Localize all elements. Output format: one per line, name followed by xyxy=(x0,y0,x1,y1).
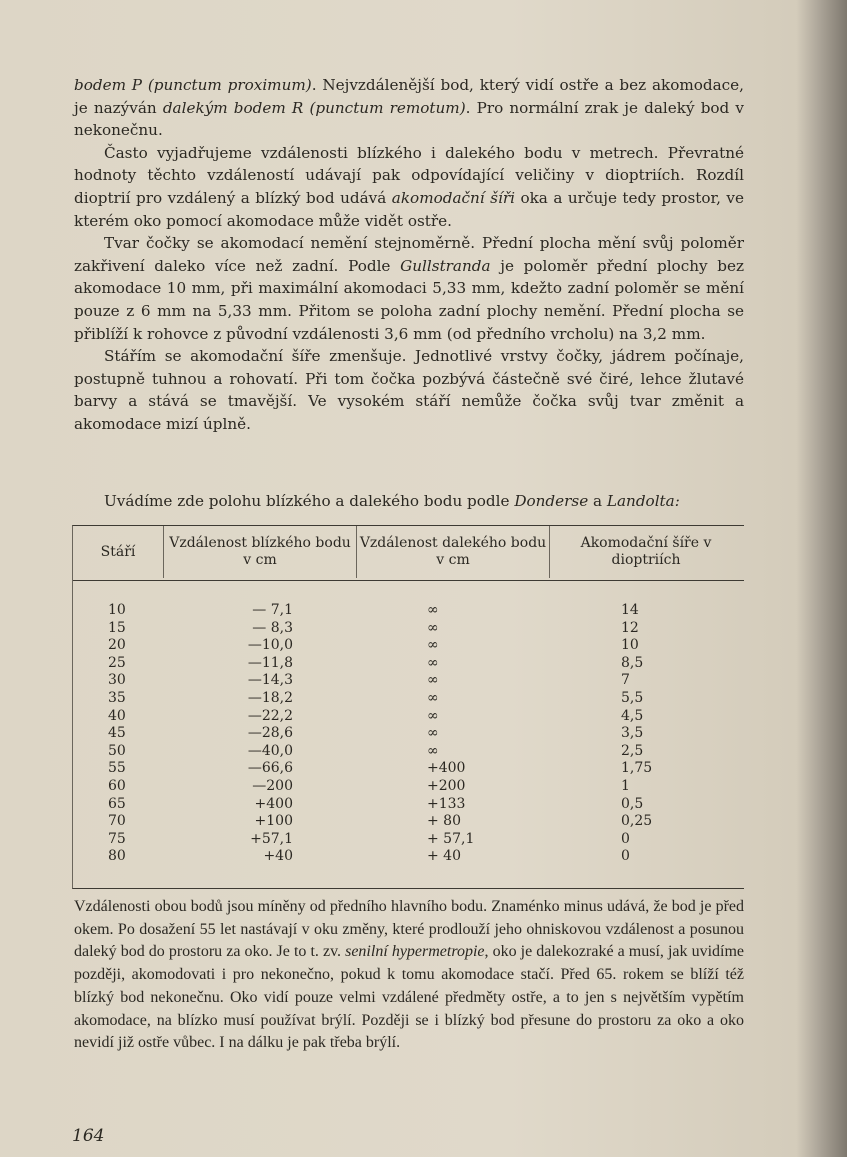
paragraph-diopters xyxy=(74,142,744,232)
table-cell: 0 xyxy=(621,830,630,847)
text-segment: Často vyjadřujeme vzdálenosti blízkého i dalekého bodu v metrech. Převratné hodnoty těchto vzdáleností udávají pak odpovídající veličiny v dioptriích. Rozdíl dioptrií pro vzdálený a blízký bod udává xyxy=(74,143,744,207)
header-accommodation: Akomodační šíře v dioptriích xyxy=(580,535,712,568)
table-cell: ∞ xyxy=(427,707,439,724)
column-far-point xyxy=(427,602,474,866)
text-segment: a xyxy=(588,492,607,510)
table-cell: 1 xyxy=(621,777,630,794)
table-cell: 8,5 xyxy=(621,654,644,671)
table-cell: ∞ xyxy=(427,602,439,618)
table-cell: —40,0 xyxy=(247,742,293,759)
paragraph-punctum xyxy=(74,74,744,142)
column-accommodation xyxy=(621,602,652,866)
table-cell: 60 xyxy=(108,777,126,794)
table-cell: ∞ xyxy=(427,637,439,654)
table-cell: 5,5 xyxy=(621,689,644,706)
table-cell: — 8,3 xyxy=(252,619,293,636)
table-cell: —66,6 xyxy=(247,760,293,777)
table-cell: —18,2 xyxy=(247,689,293,706)
paragraph-aging xyxy=(74,345,744,435)
table-cell: 25 xyxy=(108,654,126,671)
table-cell: 20 xyxy=(108,637,126,654)
table-cell: +133 xyxy=(427,795,466,812)
table-cell: + 57,1 xyxy=(427,830,475,847)
table-cell: 1,75 xyxy=(621,760,653,777)
table-cell: 45 xyxy=(108,725,126,742)
text-segment: Landolta: xyxy=(606,492,680,510)
paragraph-hypermetropia xyxy=(74,896,744,1055)
table-cell: 50 xyxy=(108,742,126,759)
text-segment: akomodační šíři xyxy=(391,188,515,207)
table-cell: ∞ xyxy=(427,689,439,706)
table-cell: 0,5 xyxy=(621,795,644,812)
header-far-point: Vzdálenost dalekého bodu v cm xyxy=(359,535,547,568)
text-segment: , oko je dalekozraké a musí, jak uvidíme později, akomodovati i pro nekonečno, pokud k tomu akomodace stačí. Před 65. rokem se blíží též blízký bod nekonečnu. Oko vidí pouze velmi vzdálené předměty ostře, a to jen s největším vypětím akomodace, na blízko musí používat brýlí. Později se i blízký bod přesune do prostoru za oko a oko nevidí již ostře vůbec. I na dálku je pak třeba brýlí. xyxy=(74,943,744,1052)
table-cell: ∞ xyxy=(427,742,439,759)
table-cell: ∞ xyxy=(427,654,439,671)
column-age xyxy=(108,602,126,866)
bottom-text-block xyxy=(74,896,744,1055)
table-cell: ∞ xyxy=(427,725,439,742)
table-cell: 80 xyxy=(108,848,126,865)
paragraph-lens-shape xyxy=(74,232,744,345)
table-cell: +57,1 xyxy=(250,830,293,847)
table-cell: +400 xyxy=(427,760,466,777)
text-segment: dalekým bodem R (punctum remotum) xyxy=(162,98,466,117)
table-cell: 3,5 xyxy=(621,725,644,742)
table-cell: 70 xyxy=(108,813,126,830)
text-segment: Gullstranda xyxy=(400,256,491,275)
table-cell: 35 xyxy=(108,689,126,706)
table-cell: 12 xyxy=(621,619,639,636)
table-cell: +40 xyxy=(263,848,293,865)
table-cell: ∞ xyxy=(427,672,439,689)
header-near-point: Vzdálenost blízkého bodu v cm xyxy=(169,535,351,568)
text-segment: Stářím se akomodační šíře zmenšuje. Jednotlivé vrstvy čočky, jádrem počínaje, postupně tuhnou a rohovatí. Při tom čočka pozbývá částečně své čiré, lehce žlutavé barvy a stává se tmavější. Ve vysokém stáří nemůže čočka svůj tvar změnit a akomodace mizí úplně. xyxy=(74,347,744,433)
header-age: Stáří xyxy=(100,544,136,560)
table-cell: 14 xyxy=(621,602,639,618)
text-segment: Vzdálenosti obou bodů jsou míněny od předního hlavního bodu. Znaménko minus udává, že bod je před okem. Po dosažení 55 let nastávají v oku změny, které prodlouží jeho ohniskovou vzdálenost a posunou daleký bod do prostoru za oko. Je to t. zv. xyxy=(74,898,744,961)
table-cell: 10 xyxy=(108,602,126,618)
text-segment: Donderse xyxy=(514,492,589,510)
table-cell: ∞ xyxy=(427,619,439,636)
table-cell: 0,25 xyxy=(621,813,653,830)
table-cell: — 7,1 xyxy=(252,602,293,618)
table-cell: 2,5 xyxy=(621,742,644,759)
table-cell: 0 xyxy=(621,848,630,865)
table-cell: —14,3 xyxy=(247,672,293,689)
accommodation-table xyxy=(72,525,744,889)
text-segment: bodem P (punctum proximum) xyxy=(74,76,312,94)
table-cell: +200 xyxy=(427,777,466,794)
table-cell: 7 xyxy=(621,672,630,689)
table-cell: 10 xyxy=(621,637,639,654)
text-segment: Uvádíme zde polohu blízkého a dalekého bodu podle xyxy=(104,492,515,510)
text-segment: oka a určuje tedy prostor, ve kterém oko pomocí akomodace může vidět ostře. xyxy=(74,188,744,230)
table-cell: —200 xyxy=(252,777,293,794)
table-cell: —10,0 xyxy=(247,637,293,654)
table-cell: 55 xyxy=(108,760,126,777)
table-cell: 75 xyxy=(108,830,126,847)
text-segment: senilní hypermetropie xyxy=(345,943,485,961)
table-cell: —22,2 xyxy=(247,707,293,724)
table-cell: 4,5 xyxy=(621,707,644,724)
page-number: 164 xyxy=(72,1126,105,1146)
table-cell: —28,6 xyxy=(247,725,293,742)
table-cell: —11,8 xyxy=(247,654,293,671)
text-segment: . Nejvzdálenější bod, který vidí ostře a bez akomodace, je nazýván xyxy=(74,76,745,117)
table-intro-text xyxy=(74,490,744,513)
text-segment: . Pro normální zrak je daleký bod v nekonečnu. xyxy=(74,98,744,140)
text-segment: je poloměr přední plochy bez akomodace 10 mm, při maximální akomodaci 5,33 mm, kdežto zadní poloměr se mění pouze z 6 mm na 5,33 mm. Přitom se poloha zadní plochy nemění. Přední plocha se přiblíží k rohovce z původní vzdálenosti 3,6 mm (od předního vrcholu) na 3,2 mm. xyxy=(74,256,744,343)
table-cell: 40 xyxy=(108,707,126,724)
table-header xyxy=(73,526,744,581)
column-near-point xyxy=(228,602,293,866)
top-text-block xyxy=(74,74,744,436)
table-cell: + 80 xyxy=(427,813,461,830)
table-cell: + 40 xyxy=(427,848,461,865)
table-cell: +100 xyxy=(254,813,293,830)
table-intro xyxy=(74,490,744,513)
table-cell: 15 xyxy=(108,619,126,636)
table-cell: 65 xyxy=(108,795,126,812)
table-cell: 30 xyxy=(108,672,126,689)
table-cell: +400 xyxy=(254,795,293,812)
text-segment: Tvar čočky se akomodací nemění stejnoměrně. Přední plocha mění svůj poloměr zakřivení daleko více než zadní. Podle xyxy=(74,234,744,275)
